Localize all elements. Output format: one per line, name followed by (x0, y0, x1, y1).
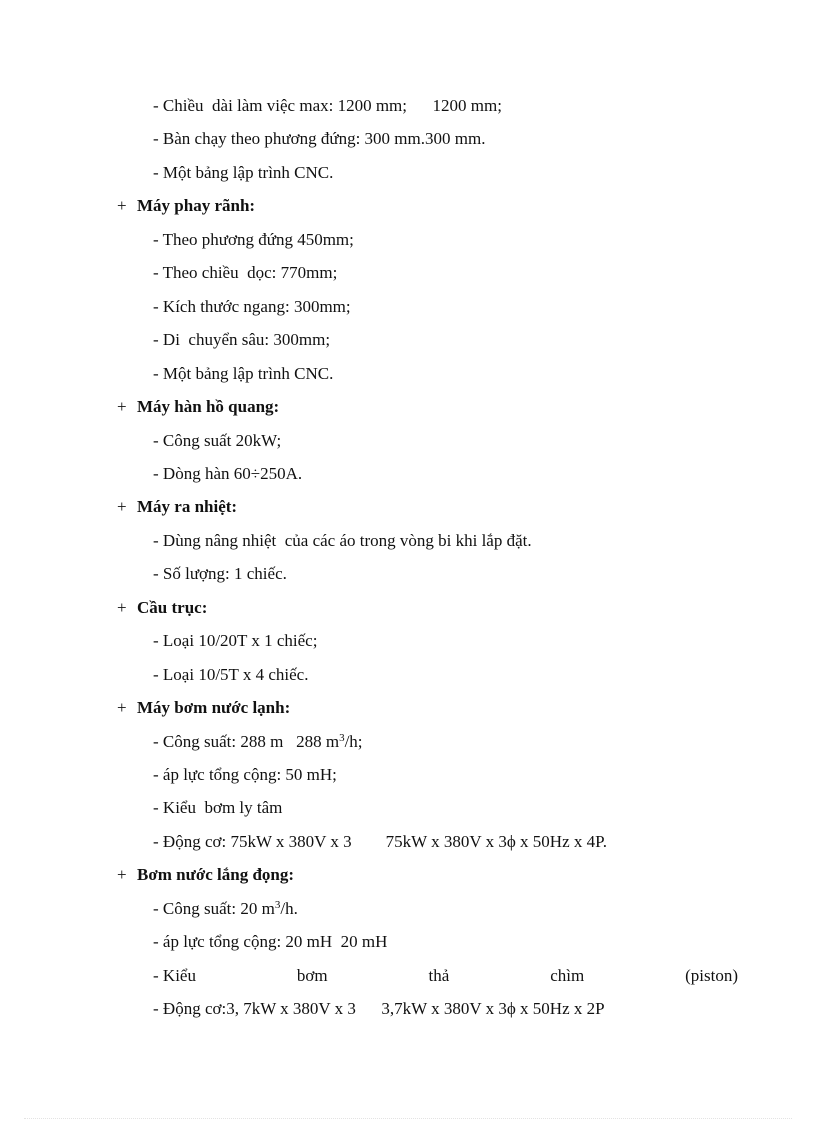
spec-text-suffix: /h. (280, 898, 298, 918)
spec-line (153, 665, 308, 685)
spec-text: - Theo phương đứng 450mm; (153, 229, 354, 249)
spec-line (153, 330, 330, 350)
spec-line (153, 263, 337, 283)
spec-word: - Kiểu (153, 965, 196, 985)
spec-line (153, 899, 298, 919)
spec-line (153, 732, 363, 752)
section-heading (117, 698, 290, 718)
spec-text: - Kích thước ngang: 300mm; (153, 296, 351, 316)
spec-text: - Dùng nâng nhiệt của các áo trong vòng bi khi lắp đặt. (153, 530, 532, 550)
bullet-plus: + (117, 497, 127, 517)
spec-text: - áp lực tổng cộng: 20 mH 20 mH (153, 932, 388, 952)
spec-line (153, 364, 333, 384)
section-heading (117, 397, 279, 417)
spec-text: - Số lượng: 1 chiếc. (153, 564, 287, 584)
spec-line (153, 932, 387, 952)
spec-line (153, 531, 532, 551)
section-heading (117, 497, 237, 517)
spec-text: - Một bảng lập trình CNC. (153, 363, 334, 383)
heading-text: Máy phay rãnh: (137, 196, 256, 216)
spec-word: chìm (550, 965, 585, 985)
spec-text: - Công suất: 288 m 288 m (153, 731, 340, 751)
spec-text-suffix: /h; (344, 731, 363, 751)
bullet-plus: + (117, 865, 127, 885)
bullet-plus: + (117, 698, 127, 718)
superscript: 3 (274, 898, 281, 911)
spec-line (153, 966, 738, 986)
spec-text: - Chiều dài làm việc max: 1200 mm; 1200 mm; (153, 96, 502, 115)
spec-text: - Động cơ: 75kW x 380V x 3 75kW x 380V x 3ϕ x 50Hz x 4P. (153, 831, 607, 851)
spec-text: - Loại 10/20T x 1 chiếc; (153, 631, 318, 651)
spec-line (153, 297, 351, 317)
spec-line (153, 798, 282, 818)
heading-text: Máy ra nhiệt: (137, 497, 238, 517)
bullet-plus: + (117, 597, 127, 617)
spec-line (153, 564, 287, 584)
spec-text: - Một bảng lập trình CNC. (153, 162, 334, 182)
spec-text: - Kiểu bơm ly tâm (153, 798, 283, 818)
bullet-plus: + (117, 397, 127, 417)
heading-text: Cầu trục: (137, 597, 208, 617)
spec-text: - Theo chiều dọc: 770mm; (153, 263, 338, 283)
spec-line (153, 230, 354, 250)
superscript: 3 (339, 731, 345, 744)
page-footer-divider (24, 1118, 792, 1119)
spec-line (153, 464, 302, 484)
spec-text: - Loại 10/5T x 4 chiếc. (153, 664, 309, 684)
section-heading (117, 598, 207, 618)
spec-line (153, 129, 485, 149)
spec-text: - Dòng hàn 60÷250A. (153, 463, 303, 483)
spec-text: - Bàn chạy theo phương đứng: 300 mm.300 mm. (153, 129, 486, 149)
spec-line (153, 765, 337, 785)
spec-text: - Di chuyển sâu: 300mm; (153, 330, 331, 350)
section-heading (117, 865, 294, 885)
spec-line (153, 431, 281, 451)
spec-line (153, 832, 607, 852)
spec-word: thả (428, 965, 450, 985)
spec-line (153, 999, 605, 1019)
spec-line (153, 631, 317, 651)
heading-text: Máy hàn hồ quang: (137, 397, 280, 417)
spec-text: - áp lực tổng cộng: 50 mH; (153, 765, 337, 784)
spec-text: - Công suất: 20 m (153, 898, 275, 918)
heading-text: Bơm nước lắng đọng: (137, 865, 295, 885)
section-heading (117, 196, 255, 216)
spec-word: (piston) (685, 965, 738, 985)
spec-line (153, 163, 333, 183)
heading-text: Máy bơm nước lạnh: (137, 698, 291, 718)
spec-word: bơm (296, 965, 328, 985)
spec-text: - Công suất 20kW; (153, 430, 282, 450)
spec-text: - Động cơ:3, 7kW x 380V x 3 3,7kW x 380V x 3ϕ x 50Hz x 2P (153, 999, 605, 1019)
spec-line (153, 96, 502, 116)
bullet-plus: + (117, 196, 127, 216)
